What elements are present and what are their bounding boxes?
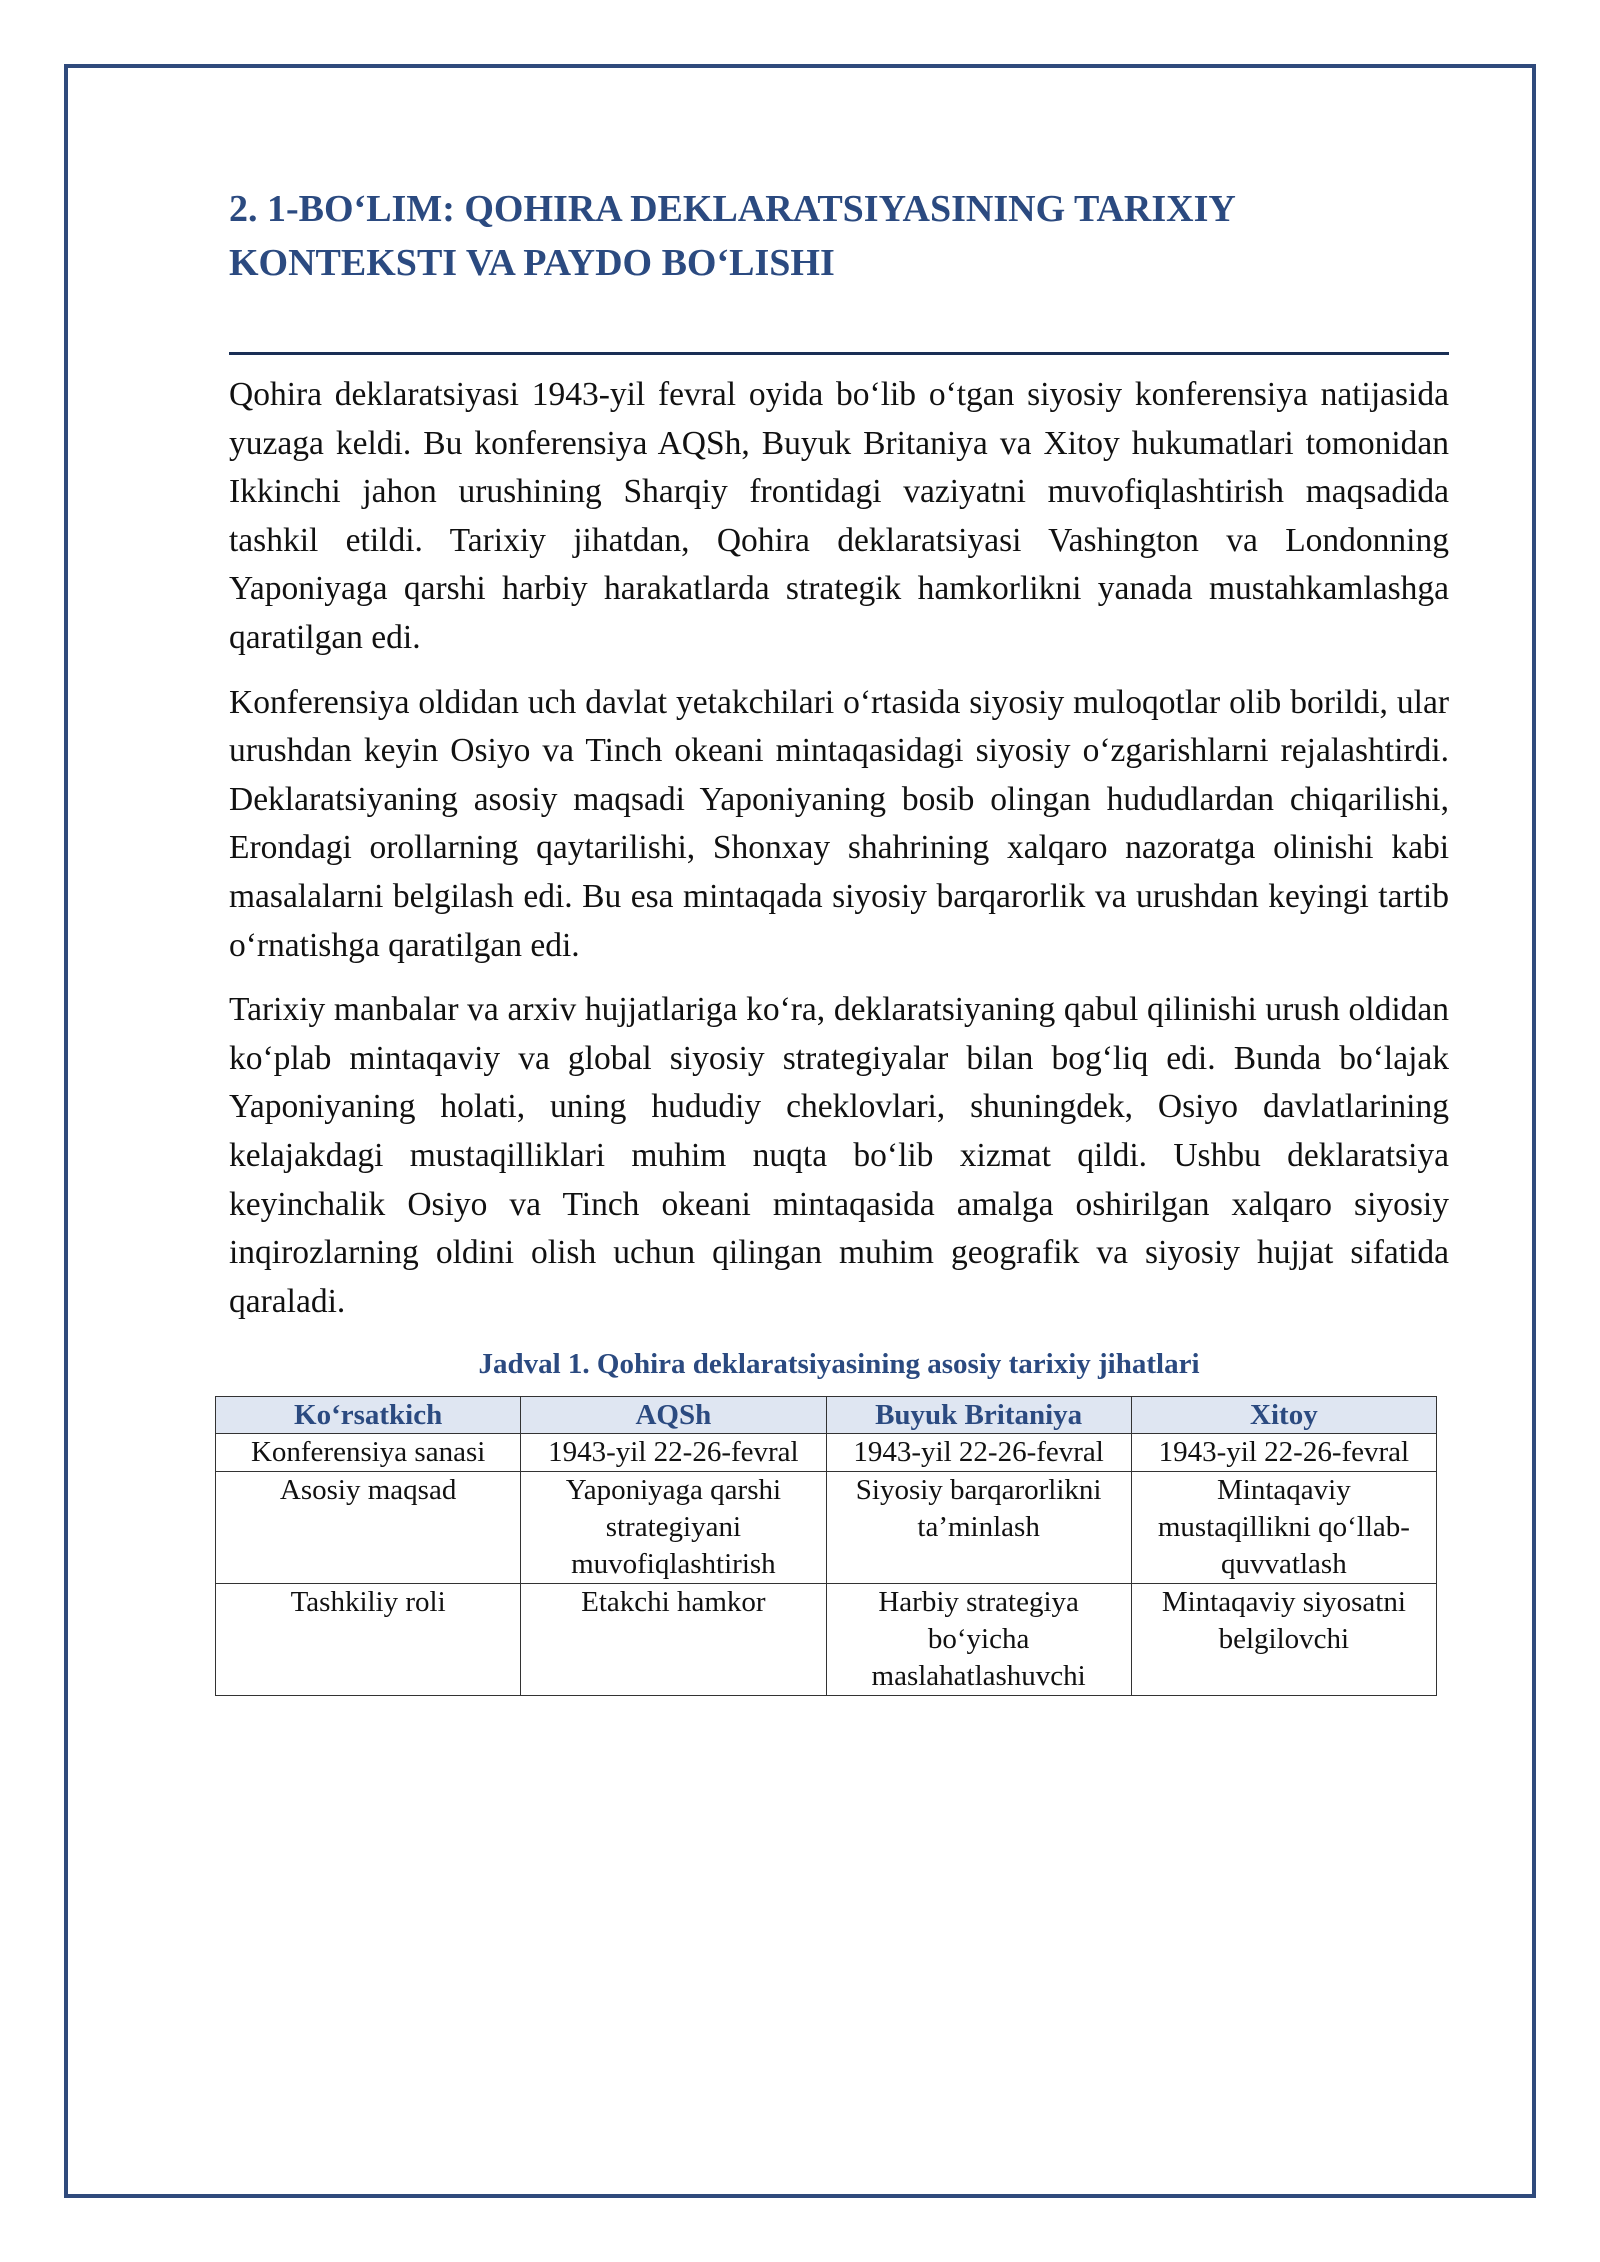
table-cell: Konferensiya sanasi xyxy=(216,1434,521,1472)
header-indicator: Ko‘rsatkich xyxy=(216,1397,521,1434)
aspects-table xyxy=(215,1396,1437,1696)
section-heading-line-1: 2. 1-BO‘LIM: QOHIRA DEKLARATSIYASINING TARIXIY xyxy=(229,188,1236,230)
table-caption: Jadval 1. Qohira deklaratsiyasining asosiy tarixiy jihatlari xyxy=(478,1348,1200,1381)
table-row xyxy=(216,1434,1437,1472)
table-cell: Asosiy maqsad xyxy=(216,1472,521,1584)
table-cell: Harbiy strategiya bo‘yicha maslahatlashuvchi xyxy=(826,1584,1131,1696)
table-cell: 1943-yil 22-26-fevral xyxy=(521,1434,826,1472)
section-heading-line-2: KONTEKSTI VA PAYDO BO‘LISHI xyxy=(229,242,835,284)
heading-divider xyxy=(229,352,1449,355)
page-content xyxy=(229,182,1449,1696)
table-cell: 1943-yil 22-26-fevral xyxy=(1131,1434,1436,1472)
header-china: Xitoy xyxy=(1131,1397,1436,1434)
table-row xyxy=(216,1472,1437,1584)
table-cell: Yaponiyaga qarshi strategiyani muvofiqlashtirish xyxy=(521,1472,826,1584)
paragraph-3: Tarixiy manbalar va arxiv hujjatlariga ko‘ra, deklaratsiyaning qabul qilinishi urush oldidan ko‘plab mintaqaviy va global siyosiy strategiyalar bilan bog‘liq edi. Bunda bo‘lajak Yaponiyaning holati, uning hududiy cheklovlari, shuningdek, Osiyo davlatlarining kelajakdagi mustaqilliklari muhim nuqta bo‘lib xizmat qildi. Ushbu deklaratsiya keyinchalik Osiyo va Tinch okeani mintaqasida amalga oshirilgan xalqaro siyosiy inqirozlarning oldini olish uchun qilingan muhim geografik va siyosiy hujjat sifatida qaraladi. xyxy=(229,991,1449,1320)
paragraph-1: Qohira deklaratsiyasi 1943-yil fevral oyida bo‘lib o‘tgan siyosiy konferensiya natijasida yuzaga keldi. Bu konferensiya AQSh, Buyuk Britaniya va Xitoy hukumatlari tomonidan Ikkinchi jahon urushining Sharqiy frontidagi vaziyatni muvofiqlashtirish maqsadida tashkil etildi. Tarixiy jihatdan, Qohira deklaratsiyasi Vashington va Londonning Yaponiyaga qarshi harbiy harakatlarda strategik hamkorlikni yanada mustahkamlashga qaratilgan edi. xyxy=(229,376,1449,656)
table-cell: 1943-yil 22-26-fevral xyxy=(826,1434,1131,1472)
table-cell: Etakchi hamkor xyxy=(521,1584,826,1696)
table-header-row xyxy=(216,1397,1437,1434)
table-cell: Siyosiy barqarorlikni ta’minlash xyxy=(826,1472,1131,1584)
section-heading xyxy=(229,182,1449,290)
paragraph-2: Konferensiya oldidan uch davlat yetakchilari o‘rtasida siyosiy muloqotlar olib borildi, ular urushdan keyin Osiyo va Tinch okeani mintaqasidagi siyosiy o‘zgarishlarni rejalashtirdi. Deklaratsiyaning asosiy maqsadi Yaponiyaning bosib olingan hududlardan chiqarilishi, Erondagi orollarning qaytarilishi, Shonxay shahrining xalqaro nazoratga olinishi kabi masalalarni belgilash edi. Bu esa mintaqada siyosiy barqarorlik va urushdan keyingi tartib o‘rnatishga qaratilgan edi. xyxy=(229,683,1449,964)
table-row xyxy=(216,1584,1437,1696)
table-cell: Tashkiliy roli xyxy=(216,1584,521,1696)
header-usa: AQSh xyxy=(521,1397,826,1434)
table-cell: Mintaqaviy mustaqillikni qo‘llab-quvvatlash xyxy=(1131,1472,1436,1584)
table-cell: Mintaqaviy siyosatni belgilovchi xyxy=(1131,1584,1436,1696)
header-uk: Buyuk Britaniya xyxy=(826,1397,1131,1434)
